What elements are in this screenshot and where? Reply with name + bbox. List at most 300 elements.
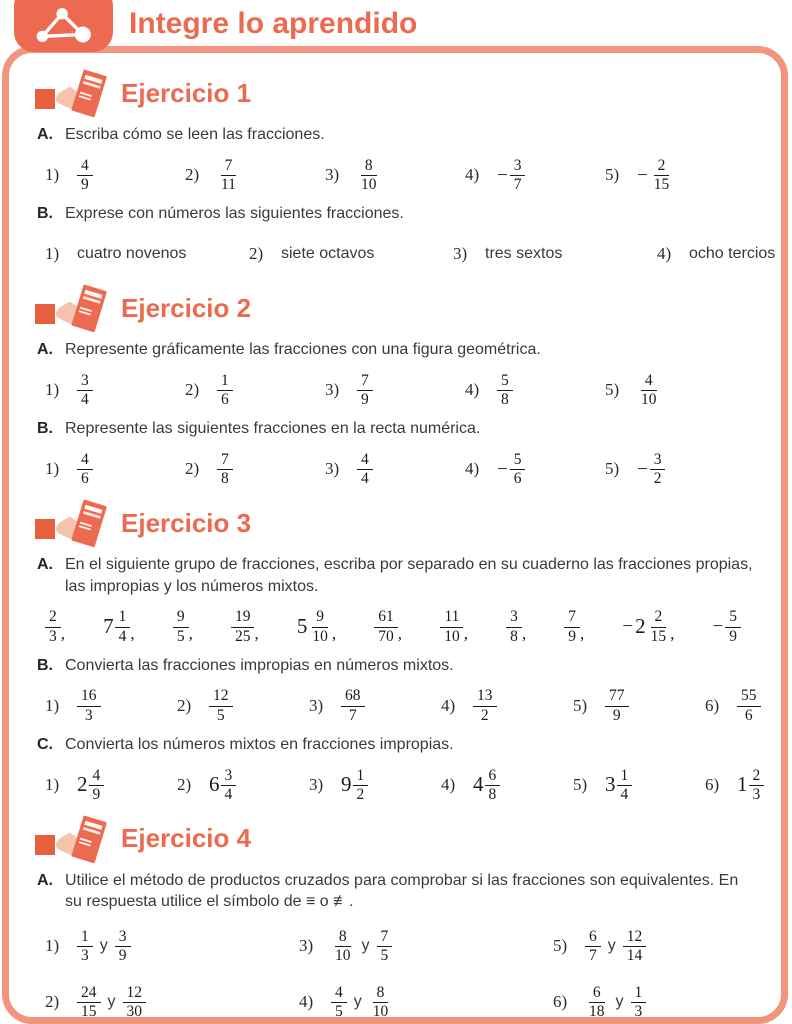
part-label: A. (37, 341, 53, 359)
exercise-item (325, 157, 465, 194)
denominator: 8 (510, 627, 518, 645)
denominator: 7 (589, 947, 597, 965)
numerator: 2 (651, 608, 667, 627)
fraction (623, 928, 647, 965)
conjunction: y (99, 937, 108, 955)
exercise-item (374, 608, 402, 645)
fraction-stack (77, 928, 93, 965)
numerator: 5 (497, 372, 513, 391)
exercise-heading-label: Ejercicio 1 (121, 77, 252, 108)
item-number: 2) (185, 380, 200, 400)
fraction-stack (209, 687, 233, 724)
exercise-item (185, 451, 325, 488)
fraction-stack (77, 984, 101, 1021)
exercise-item (564, 608, 584, 645)
numerator: 12 (123, 984, 147, 1003)
items-row (45, 924, 759, 968)
item-number: 2) (185, 165, 200, 185)
exercise-item (103, 608, 135, 645)
fraction-stack (353, 767, 369, 804)
fraction-stack (357, 451, 373, 488)
fraction (737, 687, 761, 724)
denominator: 25 (234, 627, 251, 645)
fraction (369, 984, 393, 1021)
comma: , (130, 624, 135, 644)
numerator: 4 (641, 372, 657, 391)
fraction (473, 687, 497, 724)
numerator: 3 (115, 928, 131, 947)
denominator: 3 (49, 627, 57, 645)
exercise-item (573, 687, 705, 724)
fraction-stack (123, 984, 147, 1021)
whole-number: 7 (103, 614, 114, 639)
exercise-item (297, 608, 336, 645)
numerator: 6 (585, 928, 601, 947)
denominator: 10 (372, 1003, 389, 1021)
exercise-item (249, 244, 453, 264)
exercise-heading-label: Ejercicio 3 (121, 507, 252, 538)
item-number: 2) (177, 695, 192, 715)
exercise-item (441, 687, 573, 724)
exercise-heading-label: Ejercicio 4 (121, 823, 252, 854)
item-number: 5) (605, 165, 620, 185)
exercise-item (657, 244, 788, 264)
denominator: 5 (335, 1003, 343, 1021)
whole-number: 3 (605, 772, 616, 797)
fraction-stack (221, 767, 237, 804)
item-number: 3) (309, 695, 324, 715)
fraction-stack (585, 984, 609, 1021)
numerator: 5 (725, 608, 741, 627)
exercise-item (440, 608, 468, 645)
exercise-item (453, 244, 657, 264)
denominator: 4 (118, 627, 127, 645)
part-instruction (37, 734, 759, 755)
fraction (217, 372, 233, 409)
items-row (45, 763, 759, 807)
fraction (506, 608, 526, 645)
numerator: 1 (217, 372, 233, 391)
part-text: Represente las siguientes fracciones en la recta numérica. (65, 420, 481, 438)
exercise-heading (35, 282, 759, 334)
exercise-item (45, 608, 65, 645)
fraction-stack (605, 687, 629, 724)
numerator: 8 (335, 928, 351, 947)
fraction-stack (650, 157, 674, 194)
fraction (231, 608, 259, 645)
denominator: 3 (634, 1003, 643, 1021)
denominator: 10 (444, 627, 460, 645)
fraction-stack (650, 451, 666, 488)
fraction (605, 687, 629, 724)
part-text: Utilice el método de productos cruzados para comprobar si las fracciones son equivalentes. En su respuesta utilice el símbolo de ≡ o ≢. (65, 871, 739, 910)
fraction-stack (725, 608, 741, 645)
exercise-item (45, 244, 249, 264)
denominator: 15 (81, 1003, 97, 1021)
square-bullet-icon (35, 304, 55, 324)
denominator: 3 (84, 706, 93, 724)
fraction (637, 372, 661, 409)
fraction (631, 984, 647, 1021)
denominator: 3 (752, 785, 761, 803)
fraction (103, 608, 135, 645)
numerator: 3 (510, 157, 526, 176)
whole-number: 2 (77, 772, 88, 797)
part-text: Escriba cómo se leen las fracciones. (65, 126, 325, 143)
fraction (77, 451, 93, 488)
denominator: 15 (650, 627, 667, 645)
denominator: 8 (501, 391, 509, 409)
fraction (374, 608, 402, 645)
fraction-stack (749, 767, 765, 804)
denominator: 4 (224, 785, 233, 803)
part-text: Convierta las fracciones impropias en números mixtos. (65, 656, 454, 674)
numerator: 8 (373, 984, 389, 1003)
fraction-stack (77, 687, 101, 724)
fraction (77, 984, 101, 1021)
fraction (209, 687, 233, 724)
minus-sign: − (497, 458, 508, 480)
exercise-item (553, 928, 788, 965)
numerator: 1 (631, 984, 647, 1003)
comma: , (60, 624, 65, 644)
fraction-stack (623, 928, 647, 965)
fraction (77, 687, 101, 724)
exercise-section (31, 282, 759, 491)
item-number: 2) (177, 774, 192, 794)
item-number: 1) (45, 459, 60, 479)
part-label: B. (37, 205, 53, 223)
numerator: 77 (605, 687, 629, 706)
denominator: 10 (361, 176, 377, 194)
minus-sign: − (637, 164, 648, 186)
numerator: 61 (374, 608, 398, 627)
fraction (497, 451, 525, 488)
whole-number: 4 (473, 772, 484, 797)
part-instruction (37, 124, 759, 145)
item-number: 6) (553, 992, 568, 1012)
item-number: 4) (657, 244, 672, 264)
part-text: Convierta los números mixtos en fracciones impropias. (65, 735, 454, 753)
denominator: 9 (92, 785, 101, 803)
denominator: 18 (589, 1003, 605, 1021)
numerator: 3 (650, 451, 666, 470)
comma: , (463, 624, 468, 644)
exercise-item (309, 687, 441, 724)
item-number: 4) (299, 992, 314, 1012)
part-label: A. (37, 556, 53, 574)
item-number: 3) (299, 936, 314, 956)
fraction (713, 608, 741, 645)
denominator: 2 (480, 706, 489, 724)
numerator: 55 (737, 687, 761, 706)
exercise-item (173, 608, 193, 645)
numerator: 1 (617, 767, 633, 786)
square-bullet-icon (35, 835, 55, 855)
part-text: Represente gráficamente las fracciones con una figura geométrica. (65, 341, 541, 359)
numerator: 4 (357, 451, 373, 470)
item-number: 5) (553, 936, 568, 956)
denominator: 10 (641, 391, 657, 409)
fraction (217, 451, 233, 488)
content-box (2, 46, 788, 1024)
numerator: 3 (506, 608, 522, 627)
numerator: 16 (77, 687, 101, 706)
exercise-item (45, 157, 185, 194)
fraction (217, 157, 240, 194)
numerator: 1 (115, 608, 131, 627)
exercise-item (45, 372, 185, 409)
exercise-heading (35, 497, 759, 549)
comma: , (397, 624, 403, 644)
fraction-stack (77, 157, 93, 194)
fraction-stack (506, 608, 522, 645)
numerator: 7 (217, 451, 233, 470)
fraction (77, 372, 93, 409)
denominator: 14 (626, 947, 643, 965)
exercise-item (705, 687, 788, 724)
items-row (45, 368, 759, 412)
numerator: 4 (89, 767, 105, 786)
item-number: 1) (45, 380, 60, 400)
fraction-stack (585, 928, 601, 965)
fraction-stack (331, 928, 355, 965)
exercise-item (325, 372, 465, 409)
item-text: siete octavos (281, 245, 375, 263)
sections-container (31, 67, 776, 1024)
denominator: 10 (312, 627, 328, 645)
exercise-item (465, 372, 605, 409)
square-bullet-icon (35, 89, 55, 109)
fraction-stack (115, 928, 131, 965)
exercise-item (705, 767, 788, 804)
comma: , (580, 624, 585, 644)
exercise-section (31, 497, 759, 806)
hand-holding-paper-icon (55, 495, 111, 551)
exercise-section (31, 67, 776, 276)
item-number: 3) (309, 774, 324, 794)
fraction (45, 608, 65, 645)
part-label: B. (37, 420, 53, 438)
comma: , (188, 624, 193, 644)
item-text: ocho tercios (689, 245, 776, 263)
item-number: 3) (453, 244, 468, 264)
exercise-item (441, 767, 573, 804)
denominator: 6 (513, 470, 522, 488)
numerator: 6 (589, 984, 605, 1003)
denominator: 9 (729, 627, 737, 645)
item-number: 2) (45, 992, 60, 1012)
part-label: B. (37, 656, 53, 674)
denominator: 11 (221, 176, 236, 194)
denominator: 9 (568, 627, 576, 645)
fraction (497, 157, 525, 194)
denominator: 9 (118, 947, 127, 965)
denominator: 10 (335, 947, 351, 965)
item-number: 1) (45, 165, 60, 185)
fraction (637, 157, 673, 194)
denominator: 30 (126, 1003, 142, 1021)
exercise-item (506, 608, 526, 645)
numerator: 7 (221, 157, 237, 176)
fraction (357, 451, 373, 488)
item-text: cuatro novenos (77, 245, 187, 263)
fraction-stack (564, 608, 580, 645)
exercise-item (465, 157, 605, 194)
fraction-stack (217, 157, 240, 194)
fraction (173, 608, 193, 645)
denominator: 5 (380, 947, 389, 965)
denominator: 5 (216, 706, 225, 724)
fraction (357, 157, 381, 194)
fraction (123, 984, 147, 1021)
numerator: 8 (361, 157, 377, 176)
whole-number: 1 (737, 772, 748, 797)
denominator: 9 (361, 391, 369, 409)
numerator: 11 (440, 608, 463, 627)
denominator: 6 (81, 470, 89, 488)
fraction-stack (497, 372, 513, 409)
fraction-stack (377, 928, 393, 965)
numerator: 19 (231, 608, 255, 627)
part-text: Exprese con números las siguientes fracciones. (65, 205, 404, 223)
fraction-stack (77, 451, 93, 488)
exercise-item (605, 451, 745, 488)
denominator: 2 (653, 470, 662, 488)
exercise-item (299, 928, 553, 965)
numerator: 1 (77, 928, 93, 947)
denominator: 15 (653, 176, 670, 194)
item-number: 2) (249, 244, 264, 264)
conjunction: y (353, 993, 362, 1011)
fraction-stack (473, 687, 497, 724)
fraction (297, 608, 336, 645)
fraction-stack (173, 608, 189, 645)
fraction (585, 928, 601, 965)
fraction (331, 984, 347, 1021)
part-label: C. (37, 735, 53, 753)
numerator: 68 (341, 687, 365, 706)
minus-sign: − (497, 164, 508, 186)
numerator: 7 (357, 372, 373, 391)
denominator: 5 (176, 627, 185, 645)
items-row (45, 980, 759, 1024)
fraction (377, 928, 393, 965)
numerator: 1 (353, 767, 369, 786)
exercise-item (45, 767, 177, 804)
fraction-stack (357, 372, 373, 409)
item-number: 1) (45, 936, 60, 956)
fraction (357, 372, 373, 409)
exercise-item (622, 608, 674, 645)
numerator: 24 (77, 984, 101, 1003)
exercise-item (325, 451, 465, 488)
numerator: 4 (331, 984, 347, 1003)
item-number: 5) (573, 695, 588, 715)
denominator: 9 (612, 706, 621, 724)
fraction-stack (308, 608, 332, 645)
item-number: 4) (465, 459, 480, 479)
square-bullet-icon (35, 519, 55, 539)
item-text: tres sextos (485, 245, 563, 263)
denominator: 4 (620, 785, 629, 803)
numerator: 7 (377, 928, 393, 947)
whole-number: 2 (635, 614, 646, 639)
exercise-item (231, 608, 259, 645)
fraction (622, 608, 674, 645)
fraction-stack (231, 608, 255, 645)
part-text: En el siguiente grupo de fracciones, escriba por separado en su cuaderno las fracciones propias, las impropias y los números mixtos. (65, 556, 753, 595)
item-number: 5) (605, 459, 620, 479)
fraction (331, 928, 355, 965)
fraction-stack (89, 767, 105, 804)
fraction-stack (217, 451, 233, 488)
denominator: 8 (221, 470, 229, 488)
item-number: 5) (605, 380, 620, 400)
comma: , (331, 624, 337, 644)
fraction (497, 372, 513, 409)
numerator: 9 (312, 608, 328, 627)
item-number: 3) (325, 380, 340, 400)
denominator: 8 (488, 785, 497, 803)
part-label: A. (37, 126, 53, 143)
item-number: 4) (465, 165, 480, 185)
part-instruction (37, 339, 759, 360)
item-number: 3) (325, 459, 340, 479)
fraction (115, 928, 131, 965)
exercise-item (605, 157, 745, 194)
exercise-heading (35, 813, 759, 865)
numerator: 12 (209, 687, 233, 706)
exercise-item (465, 451, 605, 488)
exercise-item (185, 157, 325, 194)
item-number: 5) (573, 774, 588, 794)
whole-number: 5 (296, 614, 308, 639)
whole-number: 6 (209, 772, 220, 797)
exercise-item (45, 928, 299, 965)
fraction-stack (510, 451, 526, 488)
item-number: 1) (45, 244, 60, 264)
items-row (45, 605, 741, 649)
numerator: 3 (77, 372, 93, 391)
hand-holding-paper-icon (55, 280, 111, 336)
denominator: 4 (81, 391, 89, 409)
fraction-stack (45, 608, 61, 645)
denominator: 7 (513, 176, 522, 194)
fraction (341, 767, 368, 804)
item-number: 4) (441, 695, 456, 715)
numerator: 6 (485, 767, 501, 786)
fraction (209, 767, 236, 804)
fraction-stack (331, 984, 347, 1021)
exercise-section (31, 813, 759, 1024)
numerator: 2 (45, 608, 61, 627)
item-number: 1) (45, 695, 60, 715)
fraction-stack (374, 608, 398, 645)
numerator: 13 (473, 687, 497, 706)
exercise-item (45, 451, 185, 488)
minus-sign: − (622, 616, 634, 638)
numerator: 2 (654, 157, 670, 176)
denominator: 6 (221, 391, 229, 409)
conjunction: y (615, 993, 624, 1011)
item-number: 6) (705, 695, 720, 715)
numerator: 4 (77, 451, 93, 470)
exercise-item (573, 767, 705, 804)
exercise-item (299, 984, 553, 1021)
fraction (605, 767, 632, 804)
part-instruction (37, 554, 759, 596)
